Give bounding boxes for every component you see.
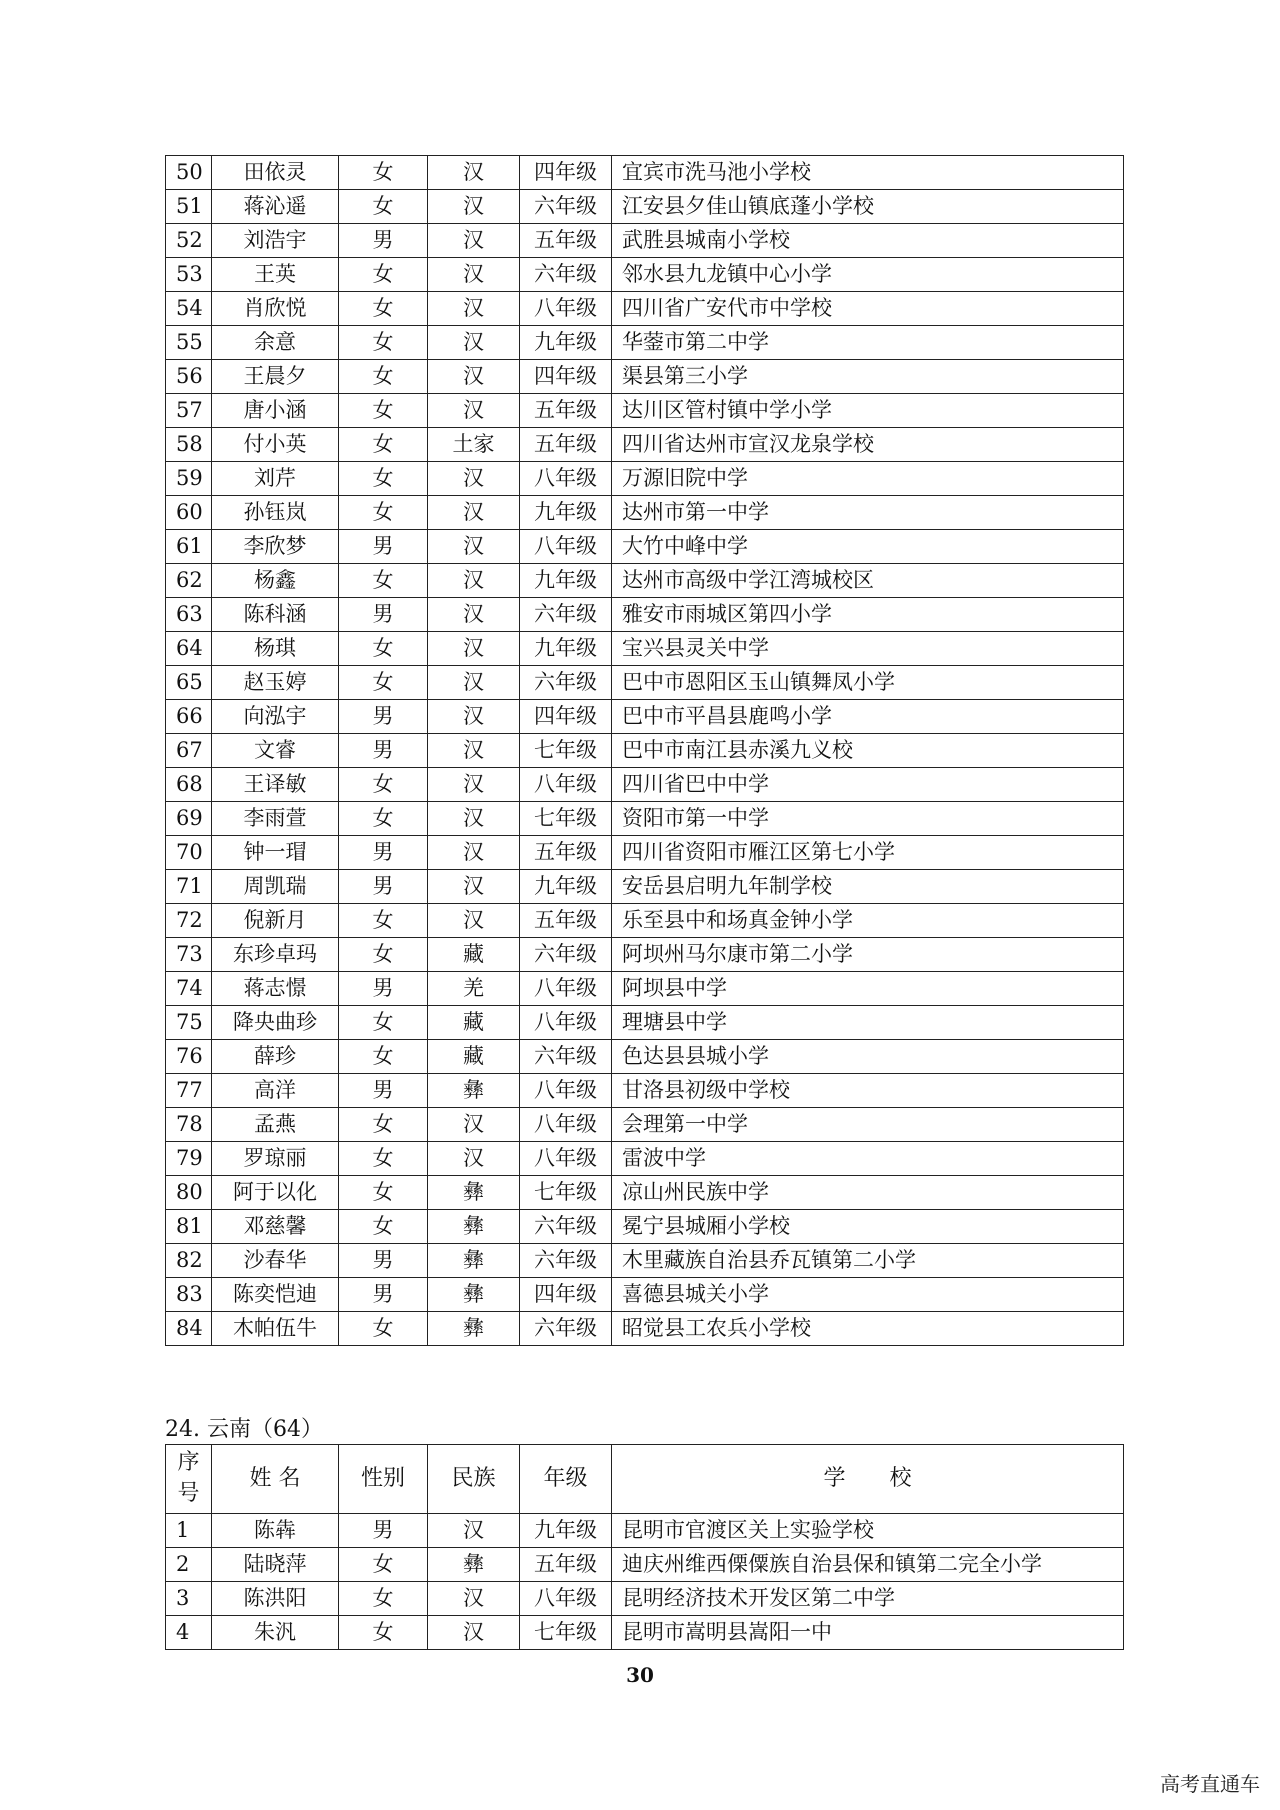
cell-name: 倪新月 [212, 904, 339, 938]
cell-name: 薛珍 [212, 1040, 339, 1074]
cell-gender: 男 [339, 598, 428, 632]
cell-ethnicity: 藏 [428, 1040, 520, 1074]
cell-ethnicity: 汉 [428, 224, 520, 258]
cell-name: 蒋志憬 [212, 972, 339, 1006]
cell-ethnicity: 彝 [428, 1548, 520, 1582]
table-row [166, 598, 1124, 632]
table-row [166, 1176, 1124, 1210]
table-row [166, 972, 1124, 1006]
cell-name: 向泓宇 [212, 700, 339, 734]
cell-grade: 八年级 [520, 1074, 612, 1108]
table-row [166, 734, 1124, 768]
cell-grade: 四年级 [520, 360, 612, 394]
cell-ethnicity: 汉 [428, 530, 520, 564]
table-row [166, 1616, 1124, 1650]
cell-index: 50 [166, 156, 212, 190]
cell-ethnicity: 汉 [428, 462, 520, 496]
cell-gender: 男 [339, 870, 428, 904]
table-row [166, 292, 1124, 326]
cell-ethnicity: 汉 [428, 904, 520, 938]
cell-name: 钟一瑁 [212, 836, 339, 870]
cell-index: 72 [166, 904, 212, 938]
cell-gender: 女 [339, 360, 428, 394]
cell-name: 陈洪阳 [212, 1582, 339, 1616]
cell-ethnicity: 汉 [428, 768, 520, 802]
table-row [166, 462, 1124, 496]
cell-name: 阿于以化 [212, 1176, 339, 1210]
cell-index: 51 [166, 190, 212, 224]
cell-ethnicity: 土家 [428, 428, 520, 462]
table-row [166, 496, 1124, 530]
cell-grade: 六年级 [520, 1040, 612, 1074]
cell-school: 喜德县城关小学 [612, 1278, 1124, 1312]
cell-grade: 四年级 [520, 700, 612, 734]
cell-grade: 六年级 [520, 938, 612, 972]
table-row [166, 1142, 1124, 1176]
cell-name: 余意 [212, 326, 339, 360]
cell-name: 罗琼丽 [212, 1142, 339, 1176]
cell-name: 田依灵 [212, 156, 339, 190]
header-school: 学 校 [612, 1445, 1124, 1514]
cell-index: 4 [166, 1616, 212, 1650]
cell-school: 安岳县启明九年制学校 [612, 870, 1124, 904]
table-row [166, 428, 1124, 462]
cell-grade: 九年级 [520, 564, 612, 598]
cell-index: 69 [166, 802, 212, 836]
cell-name: 杨鑫 [212, 564, 339, 598]
cell-school: 宝兴县灵关中学 [612, 632, 1124, 666]
cell-grade: 八年级 [520, 1582, 612, 1616]
table-row [166, 1108, 1124, 1142]
header-gender: 性别 [339, 1445, 428, 1514]
cell-school: 昆明市官渡区关上实验学校 [612, 1514, 1124, 1548]
cell-gender: 女 [339, 292, 428, 326]
cell-index: 68 [166, 768, 212, 802]
cell-index: 53 [166, 258, 212, 292]
cell-name: 文睿 [212, 734, 339, 768]
cell-grade: 六年级 [520, 1312, 612, 1346]
cell-grade: 七年级 [520, 1616, 612, 1650]
cell-ethnicity: 汉 [428, 802, 520, 836]
cell-grade: 九年级 [520, 496, 612, 530]
cell-index: 77 [166, 1074, 212, 1108]
cell-index: 61 [166, 530, 212, 564]
cell-gender: 女 [339, 394, 428, 428]
cell-gender: 女 [339, 1582, 428, 1616]
cell-name: 唐小涵 [212, 394, 339, 428]
table-row [166, 1514, 1124, 1548]
header-index: 序号 [166, 1445, 212, 1514]
cell-grade: 六年级 [520, 1210, 612, 1244]
table-row [166, 700, 1124, 734]
cell-ethnicity: 汉 [428, 394, 520, 428]
cell-index: 56 [166, 360, 212, 394]
cell-name: 赵玉婷 [212, 666, 339, 700]
cell-name: 王译敏 [212, 768, 339, 802]
cell-ethnicity: 汉 [428, 700, 520, 734]
cell-ethnicity: 汉 [428, 666, 520, 700]
cell-gender: 女 [339, 564, 428, 598]
cell-gender: 女 [339, 1176, 428, 1210]
cell-ethnicity: 彝 [428, 1244, 520, 1278]
cell-ethnicity: 汉 [428, 190, 520, 224]
cell-grade: 五年级 [520, 394, 612, 428]
cell-school: 四川省巴中中学 [612, 768, 1124, 802]
cell-name: 刘浩宇 [212, 224, 339, 258]
table-row [166, 156, 1124, 190]
cell-ethnicity: 汉 [428, 496, 520, 530]
table-row [166, 224, 1124, 258]
cell-gender: 女 [339, 1210, 428, 1244]
cell-school: 昆明市嵩明县嵩阳一中 [612, 1616, 1124, 1650]
cell-name: 陆晓萍 [212, 1548, 339, 1582]
cell-name: 降央曲珍 [212, 1006, 339, 1040]
cell-ethnicity: 汉 [428, 1514, 520, 1548]
cell-index: 78 [166, 1108, 212, 1142]
cell-index: 79 [166, 1142, 212, 1176]
cell-school: 理塘县中学 [612, 1006, 1124, 1040]
cell-name: 蒋沁遥 [212, 190, 339, 224]
cell-ethnicity: 汉 [428, 326, 520, 360]
cell-index: 52 [166, 224, 212, 258]
cell-grade: 九年级 [520, 870, 612, 904]
table-row [166, 768, 1124, 802]
cell-index: 62 [166, 564, 212, 598]
cell-name: 邓慈馨 [212, 1210, 339, 1244]
cell-ethnicity: 汉 [428, 1582, 520, 1616]
cell-school: 四川省广安代市中学校 [612, 292, 1124, 326]
cell-ethnicity: 汉 [428, 360, 520, 394]
cell-gender: 男 [339, 1278, 428, 1312]
cell-index: 75 [166, 1006, 212, 1040]
cell-name: 沙春华 [212, 1244, 339, 1278]
cell-grade: 八年级 [520, 530, 612, 564]
cell-grade: 九年级 [520, 632, 612, 666]
cell-name: 王英 [212, 258, 339, 292]
cell-name: 肖欣悦 [212, 292, 339, 326]
cell-school: 华蓥市第二中学 [612, 326, 1124, 360]
cell-ethnicity: 藏 [428, 1006, 520, 1040]
cell-name: 陈犇 [212, 1514, 339, 1548]
cell-index: 1 [166, 1514, 212, 1548]
watermark-text: 高考直通车 [1160, 1772, 1260, 1796]
cell-school: 巴中市平昌县鹿鸣小学 [612, 700, 1124, 734]
table-row [166, 394, 1124, 428]
cell-gender: 女 [339, 428, 428, 462]
cell-index: 59 [166, 462, 212, 496]
cell-gender: 男 [339, 530, 428, 564]
cell-name: 杨琪 [212, 632, 339, 666]
cell-grade: 八年级 [520, 292, 612, 326]
table-row [166, 326, 1124, 360]
cell-school: 渠县第三小学 [612, 360, 1124, 394]
cell-ethnicity: 汉 [428, 564, 520, 598]
cell-gender: 女 [339, 1548, 428, 1582]
cell-index: 57 [166, 394, 212, 428]
cell-grade: 六年级 [520, 1244, 612, 1278]
cell-gender: 女 [339, 156, 428, 190]
cell-index: 76 [166, 1040, 212, 1074]
table-row [166, 1006, 1124, 1040]
cell-index: 67 [166, 734, 212, 768]
cell-gender: 女 [339, 496, 428, 530]
cell-ethnicity: 汉 [428, 156, 520, 190]
header-name: 姓 名 [212, 1445, 339, 1514]
cell-grade: 五年级 [520, 904, 612, 938]
cell-gender: 女 [339, 1616, 428, 1650]
cell-ethnicity: 彝 [428, 1074, 520, 1108]
cell-gender: 女 [339, 768, 428, 802]
cell-school: 雷波中学 [612, 1142, 1124, 1176]
cell-index: 66 [166, 700, 212, 734]
cell-gender: 女 [339, 632, 428, 666]
cell-ethnicity: 汉 [428, 1616, 520, 1650]
cell-grade: 九年级 [520, 326, 612, 360]
cell-name: 东珍卓玛 [212, 938, 339, 972]
table-row [166, 904, 1124, 938]
cell-school: 四川省资阳市雁江区第七小学 [612, 836, 1124, 870]
cell-gender: 女 [339, 1006, 428, 1040]
cell-gender: 女 [339, 802, 428, 836]
table-row [166, 190, 1124, 224]
cell-grade: 六年级 [520, 258, 612, 292]
cell-school: 雅安市雨城区第四小学 [612, 598, 1124, 632]
cell-index: 2 [166, 1548, 212, 1582]
cell-index: 58 [166, 428, 212, 462]
students-table-sichuan [165, 155, 1124, 1346]
cell-school: 大竹中峰中学 [612, 530, 1124, 564]
cell-gender: 女 [339, 258, 428, 292]
cell-gender: 女 [339, 666, 428, 700]
cell-grade: 四年级 [520, 1278, 612, 1312]
cell-index: 65 [166, 666, 212, 700]
cell-grade: 六年级 [520, 598, 612, 632]
table-row [166, 666, 1124, 700]
cell-gender: 女 [339, 190, 428, 224]
header-grade: 年级 [520, 1445, 612, 1514]
cell-grade: 七年级 [520, 1176, 612, 1210]
table-row [166, 1210, 1124, 1244]
cell-school: 资阳市第一中学 [612, 802, 1124, 836]
cell-school: 阿坝县中学 [612, 972, 1124, 1006]
table-row [166, 938, 1124, 972]
cell-index: 73 [166, 938, 212, 972]
cell-index: 60 [166, 496, 212, 530]
table-row [166, 1074, 1124, 1108]
cell-gender: 女 [339, 1142, 428, 1176]
cell-school: 冕宁县城厢小学校 [612, 1210, 1124, 1244]
cell-grade: 八年级 [520, 1006, 612, 1040]
cell-ethnicity: 羌 [428, 972, 520, 1006]
cell-gender: 女 [339, 462, 428, 496]
cell-name: 王晨夕 [212, 360, 339, 394]
cell-name: 付小英 [212, 428, 339, 462]
cell-gender: 男 [339, 972, 428, 1006]
cell-gender: 男 [339, 700, 428, 734]
cell-ethnicity: 藏 [428, 938, 520, 972]
cell-name: 陈奕恺迪 [212, 1278, 339, 1312]
table-row [166, 360, 1124, 394]
cell-school: 色达县县城小学 [612, 1040, 1124, 1074]
table-row [166, 1278, 1124, 1312]
cell-ethnicity: 彝 [428, 1312, 520, 1346]
cell-grade: 八年级 [520, 1142, 612, 1176]
cell-index: 82 [166, 1244, 212, 1278]
cell-school: 昆明经济技术开发区第二中学 [612, 1582, 1124, 1616]
cell-name: 朱汎 [212, 1616, 339, 1650]
cell-name: 陈科涵 [212, 598, 339, 632]
table-row [166, 802, 1124, 836]
cell-gender: 男 [339, 734, 428, 768]
cell-ethnicity: 彝 [428, 1176, 520, 1210]
cell-gender: 男 [339, 1074, 428, 1108]
cell-school: 会理第一中学 [612, 1108, 1124, 1142]
cell-index: 81 [166, 1210, 212, 1244]
cell-ethnicity: 汉 [428, 258, 520, 292]
cell-index: 55 [166, 326, 212, 360]
cell-name: 李欣梦 [212, 530, 339, 564]
cell-gender: 女 [339, 904, 428, 938]
cell-grade: 五年级 [520, 224, 612, 258]
cell-name: 刘芹 [212, 462, 339, 496]
students-table-yunnan [165, 1444, 1124, 1650]
table-row [166, 870, 1124, 904]
cell-school: 昭觉县工农兵小学校 [612, 1312, 1124, 1346]
cell-gender: 女 [339, 326, 428, 360]
cell-grade: 五年级 [520, 836, 612, 870]
table-row [166, 1548, 1124, 1582]
cell-name: 李雨萱 [212, 802, 339, 836]
cell-index: 54 [166, 292, 212, 326]
cell-school: 乐至县中和场真金钟小学 [612, 904, 1124, 938]
cell-index: 83 [166, 1278, 212, 1312]
cell-name: 高洋 [212, 1074, 339, 1108]
cell-school: 木里藏族自治县乔瓦镇第二小学 [612, 1244, 1124, 1278]
cell-school: 邻水县九龙镇中心小学 [612, 258, 1124, 292]
cell-school: 达州市高级中学江湾城校区 [612, 564, 1124, 598]
table-row [166, 564, 1124, 598]
cell-gender: 女 [339, 1108, 428, 1142]
cell-school: 宜宾市洗马池小学校 [612, 156, 1124, 190]
table-row [166, 1244, 1124, 1278]
cell-name: 木帕伍牛 [212, 1312, 339, 1346]
page-number: 30 [626, 1663, 654, 1687]
cell-ethnicity: 彝 [428, 1278, 520, 1312]
cell-gender: 女 [339, 938, 428, 972]
cell-index: 64 [166, 632, 212, 666]
cell-grade: 八年级 [520, 768, 612, 802]
table-row [166, 1312, 1124, 1346]
cell-school: 达川区管村镇中学小学 [612, 394, 1124, 428]
cell-ethnicity: 汉 [428, 734, 520, 768]
section-title-yunnan: 24. 云南（64） [165, 1417, 323, 1442]
cell-ethnicity: 汉 [428, 870, 520, 904]
cell-school: 甘洛县初级中学校 [612, 1074, 1124, 1108]
cell-index: 70 [166, 836, 212, 870]
table-row [166, 1582, 1124, 1616]
cell-gender: 男 [339, 836, 428, 870]
cell-name: 周凯瑞 [212, 870, 339, 904]
cell-grade: 七年级 [520, 802, 612, 836]
cell-grade: 九年级 [520, 1514, 612, 1548]
cell-name: 孟燕 [212, 1108, 339, 1142]
cell-gender: 女 [339, 1040, 428, 1074]
header-ethnicity: 民族 [428, 1445, 520, 1514]
cell-grade: 八年级 [520, 462, 612, 496]
cell-grade: 五年级 [520, 428, 612, 462]
cell-school: 达州市第一中学 [612, 496, 1124, 530]
table-row [166, 836, 1124, 870]
cell-ethnicity: 汉 [428, 598, 520, 632]
cell-gender: 女 [339, 1312, 428, 1346]
cell-grade: 四年级 [520, 156, 612, 190]
cell-grade: 七年级 [520, 734, 612, 768]
cell-ethnicity: 汉 [428, 292, 520, 326]
cell-school: 凉山州民族中学 [612, 1176, 1124, 1210]
cell-ethnicity: 汉 [428, 1142, 520, 1176]
cell-index: 74 [166, 972, 212, 1006]
cell-grade: 六年级 [520, 190, 612, 224]
cell-school: 阿坝州马尔康市第二小学 [612, 938, 1124, 972]
cell-index: 3 [166, 1582, 212, 1616]
cell-grade: 六年级 [520, 666, 612, 700]
cell-grade: 八年级 [520, 972, 612, 1006]
table-row [166, 1040, 1124, 1074]
cell-index: 63 [166, 598, 212, 632]
cell-school: 迪庆州维西傈僳族自治县保和镇第二完全小学 [612, 1548, 1124, 1582]
cell-gender: 男 [339, 224, 428, 258]
cell-index: 71 [166, 870, 212, 904]
cell-school: 四川省达州市宣汉龙泉学校 [612, 428, 1124, 462]
cell-ethnicity: 汉 [428, 836, 520, 870]
cell-name: 孙钰岚 [212, 496, 339, 530]
table-row [166, 258, 1124, 292]
cell-ethnicity: 汉 [428, 1108, 520, 1142]
cell-ethnicity: 彝 [428, 1210, 520, 1244]
cell-school: 巴中市恩阳区玉山镇舞凤小学 [612, 666, 1124, 700]
cell-index: 80 [166, 1176, 212, 1210]
cell-school: 武胜县城南小学校 [612, 224, 1124, 258]
cell-ethnicity: 汉 [428, 632, 520, 666]
cell-gender: 男 [339, 1244, 428, 1278]
table-header-row [166, 1445, 1124, 1514]
cell-grade: 八年级 [520, 1108, 612, 1142]
cell-school: 江安县夕佳山镇底蓬小学校 [612, 190, 1124, 224]
cell-gender: 男 [339, 1514, 428, 1548]
cell-grade: 五年级 [520, 1548, 612, 1582]
cell-school: 巴中市南江县赤溪九义校 [612, 734, 1124, 768]
cell-school: 万源旧院中学 [612, 462, 1124, 496]
cell-index: 84 [166, 1312, 212, 1346]
table-row [166, 530, 1124, 564]
table-row [166, 632, 1124, 666]
